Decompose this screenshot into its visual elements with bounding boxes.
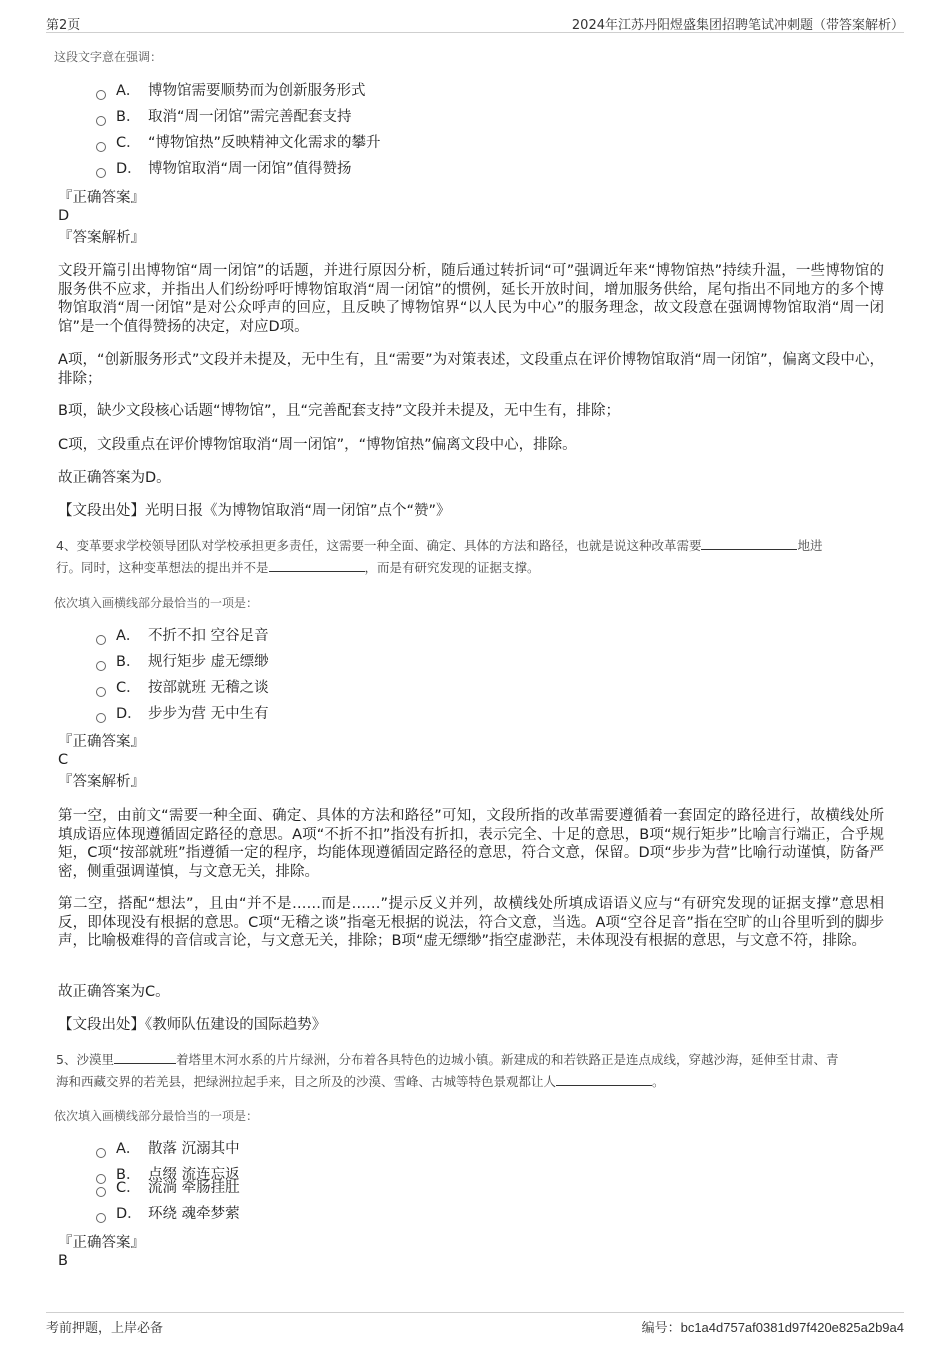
radio-icon[interactable]	[96, 1187, 106, 1197]
q4-source: 【文段出处】《教师队伍建设的国际趋势》	[58, 1017, 327, 1033]
q4-option-a[interactable]: A． 不折不扣 空谷足音	[96, 624, 269, 648]
q4-option-c[interactable]: C． 按部就班 无稽之谈	[96, 676, 269, 700]
radio-icon[interactable]	[96, 142, 106, 152]
q5-option-d[interactable]: D． 环绕 魂牵梦萦	[96, 1202, 240, 1226]
q3-answer-label: 『正确答案』	[58, 190, 145, 206]
q4-option-b[interactable]: B． 规行矩步 虚无缥缈	[96, 650, 269, 674]
q4-analysis-label: 『答案解析』	[58, 774, 145, 790]
radio-icon[interactable]	[96, 1148, 106, 1158]
page-header	[46, 10, 904, 33]
q4-answer-label: 『正确答案』	[58, 734, 145, 750]
radio-icon[interactable]	[96, 687, 106, 697]
q5-answer: B	[58, 1253, 68, 1269]
radio-icon[interactable]	[96, 168, 106, 178]
q4-option-d[interactable]: D． 步步为营 无中生有	[96, 702, 269, 726]
q5-option-b[interactable]: B． 点缀 流连忘返	[96, 1163, 240, 1187]
q4-answer: C	[58, 752, 69, 768]
q4-analysis-paragraph: 故正确答案为C。	[58, 984, 170, 1000]
q5-option-c[interactable]: C． 流淌 牵肠挂肚	[96, 1176, 240, 1200]
document-code: 编号：bc1a4d757af0381d97f420e825a2b9a4	[641, 1320, 904, 1336]
q5-stem: 5、沙漠里 着塔里木河水系的片片绿洲，分布着各具特色的边城小镇。新建成的和若铁路正是连点成线，穿越沙海，延伸至甘肃、青 海和西藏交界的若羌县，把绿洲拉起手来，目之所及的沙漠、雪峰、古城等特色景观都让人 。	[56, 1049, 886, 1093]
document-title: 2024年江苏丹阳煜盛集团招聘笔试冲刺题（带答案解析）	[571, 18, 904, 33]
blank-line	[269, 557, 365, 572]
q3-analysis-paragraph: A项，“创新服务形式”文段并未提及，无中生有，且“需要”为对策表述，文段重点在评价博物馆取消“周一闭馆”，偏离文段中心，排除；	[58, 352, 884, 387]
q3-analysis-paragraph: 文段开篇引出博物馆“周一闭馆”的话题，并进行原因分析，随后通过转折词“可”强调近年来“博物馆热”持续升温，一些博物馆的服务供不应求，并指出人们纷纷呼吁博物馆取消“周一闭馆”的惯例，延长开放时间，增加服务供给，尾句指出不同地方的多个博物馆取消“周一闭馆”是对公众呼声的回应，且反映了博物馆界“以人民为中心”的服务理念，故文段意在强调博物馆取消“周一闭馆”是一个值得赞扬的决定，对应D项。	[58, 263, 884, 335]
q3-analysis-label: 『答案解析』	[58, 230, 145, 246]
radio-icon[interactable]	[96, 116, 106, 126]
page-number: 第2页	[46, 18, 81, 33]
q3-prompt: 这段文字意在强调：	[54, 50, 163, 64]
blank-line	[114, 1049, 176, 1064]
q3-analysis-paragraph: B项，缺少文段核心话题“博物馆”，且“完善配套支持”文段并未提及，无中生有，排除；	[58, 403, 620, 419]
radio-icon[interactable]	[96, 90, 106, 100]
q5-option-a[interactable]: A． 散落 沉溺其中	[96, 1137, 240, 1161]
q3-option-b[interactable]: B． 取消“周一闭馆”需完善配套支持	[96, 105, 352, 129]
q5-prompt: 依次填入画横线部分最恰当的一项是：	[54, 1109, 259, 1123]
radio-icon[interactable]	[96, 635, 106, 645]
q4-stem: 4、变革要求学校领导团队对学校承担更多责任，这需要一种全面、确定、具体的方法和路径，也就是说这种改革需要 地进 行。同时，这种变革想法的提出并不是 ，而是有研究发现的证据支撑。	[56, 535, 886, 579]
footer-slogan: 考前押题，上岸必备	[46, 1321, 164, 1336]
radio-icon[interactable]	[96, 1213, 106, 1223]
q3-analysis-paragraph: 故正确答案为D。	[58, 470, 171, 486]
q4-analysis-paragraph: 第一空，由前文“需要一种全面、确定、具体的方法和路径”可知，文段所指的改革需要遵循着一套固定的路径进行，故横线处所填成语应体现遵循固定路径的意思。A项“不折不扣”指没有折扣，表示完全、十足的意思，B项“规行矩步”比喻言行端正，合乎规矩，C项“按部就班”指遵循一定的程序，均能体现遵循固定路径的意思，符合文意，保留。D项“步步为营”比喻行动谨慎，防备严密，侧重强调谨慎，与文意无关，排除。	[58, 808, 884, 880]
q3-option-c[interactable]: C． “博物馆热”反映精神文化需求的攀升	[96, 131, 381, 155]
q3-source: 【文段出处】光明日报《为博物馆取消“周一闭馆”点个“赞”》	[58, 503, 451, 519]
radio-icon[interactable]	[96, 661, 106, 671]
q3-option-a[interactable]: A． 博物馆需要顺势而为创新服务形式	[96, 79, 366, 103]
blank-line	[701, 535, 797, 550]
radio-icon[interactable]	[96, 713, 106, 723]
blank-line	[556, 1071, 652, 1086]
q4-prompt: 依次填入画横线部分最恰当的一项是：	[54, 596, 259, 610]
q4-analysis-paragraph: 第二空，搭配“想法”，且由“并不是……而是……”提示反义并列，故横线处所填成语语义应与“有研究发现的证据支撑”意思相反，即体现没有根据的意思。C项“无稽之谈”指毫无根据的说法，符合文意，当选。A项“空谷足音”指在空旷的山谷里听到的脚步声，比喻极难得的音信或言论，与文意无关，排除；B项“虚无缥缈”指空虚渺茫，未体现没有根据的意思，与文意不符，排除。	[58, 896, 884, 949]
q3-analysis-paragraph: C项，文段重点在评价博物馆取消“周一闭馆”，“博物馆热”偏离文段中心，排除。	[58, 437, 577, 453]
q5-answer-label: 『正确答案』	[58, 1235, 145, 1251]
page-footer	[46, 1312, 904, 1337]
q3-answer: D	[58, 208, 70, 224]
q3-option-d[interactable]: D． 博物馆取消“周一闭馆”值得赞扬	[96, 157, 352, 181]
